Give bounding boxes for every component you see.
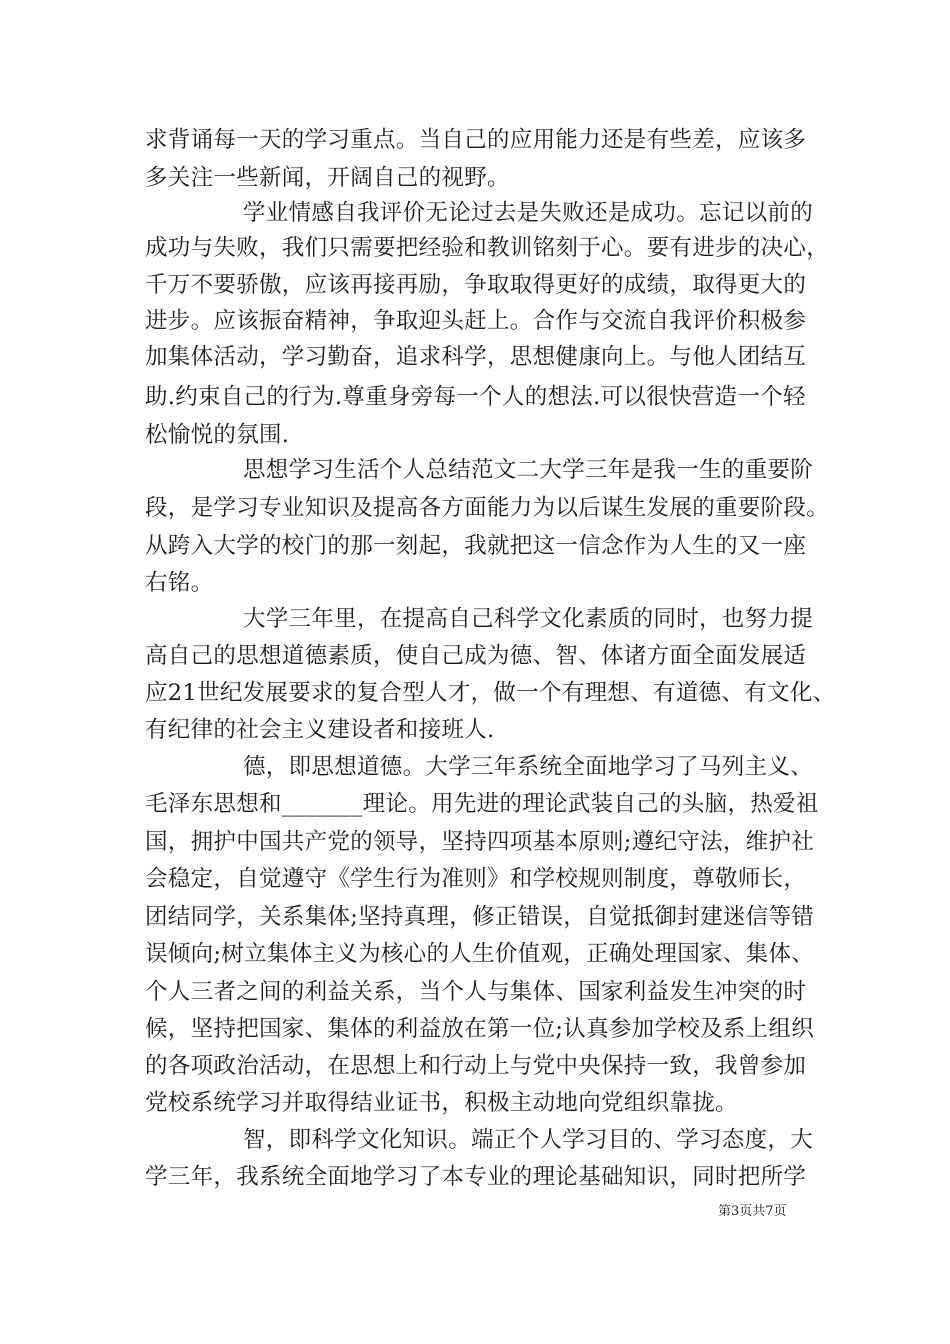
text-line: 个人三者之间的利益关系，当个人与集体、国家利益发生冲突的时 bbox=[145, 979, 807, 1005]
text-line: 候，坚持把国家、集体的利益放在第一位;认真参加学校及系上组织 bbox=[145, 1016, 815, 1042]
text-line: 的各项政治活动，在思想上和行动上与党中央保持一致，我曾参加 bbox=[145, 1053, 807, 1079]
paragraph-start: 大学三年里，在提高自己科学文化素质的同时，也努力提 bbox=[243, 606, 814, 632]
text-line: 高自己的思想道德素质，使自己成为德、智、体诸方面全面发展适 bbox=[145, 643, 807, 669]
text-line: 误倾向;树立集体主义为核心的人生价值观，正确处理国家、集体、 bbox=[145, 941, 815, 967]
text-line: 国，拥护中国共产党的领导，坚持四项基本原则;遵纪守法，维护社 bbox=[145, 829, 815, 855]
paragraph-start: 德，即思想道德。大学三年系统全面地学习了马列主义、 bbox=[243, 754, 814, 780]
page-number-footer: 第3页共7页 bbox=[718, 1204, 787, 1219]
text-line-2: 多关注一些新闻，开阔自己的视野。 bbox=[145, 165, 510, 191]
paragraph-start: 思想学习生活个人总结范文二大学三年是我一生的重要阶 bbox=[243, 457, 814, 483]
text-line: 段，是学习专业知识及提高各方面能力为以后谋生发展的重要阶段。 bbox=[145, 495, 830, 521]
text-line: 助.约束自己的行为.尊重身旁每一个人的想法.可以很快营造一个轻 bbox=[145, 384, 806, 410]
text-line: 右铭。 bbox=[145, 570, 214, 596]
text-line: 加集体活动，学习勤奋，追求科学，思想健康向上。与他人团结互 bbox=[145, 344, 807, 370]
text-line: 从跨入大学的校门的那一刻起，我就把这一信念作为人生的又一座 bbox=[145, 533, 807, 559]
text-line: 有纪律的社会主义建设者和接班人. bbox=[145, 717, 495, 743]
text-line: 应21世纪发展要求的复合型人才，做一个有理想、有道德、有文化、 bbox=[145, 680, 836, 706]
text-line: 学三年，我系统全面地学习了本专业的理论基础知识，同时把所学 bbox=[145, 1164, 807, 1190]
text-line: 进步。应该振奋精神，争取迎头赶上。合作与交流自我评价积极参 bbox=[145, 308, 807, 334]
text-line: 会稳定，自觉遵守《学生行为准则》和学校规则制度，尊敬师长， bbox=[145, 866, 807, 892]
text-line: 党校系统学习并取得结业证书，积极主动地向党组织靠拢。 bbox=[145, 1090, 738, 1116]
paragraph-start: 智，即科学文化知识。端正个人学习目的、学习态度，大 bbox=[243, 1127, 814, 1153]
text-line: 松愉悦的氛围. bbox=[145, 422, 290, 448]
text-line: 团结同学，关系集体;坚持真理，修正错误，自觉抵御封建迷信等错 bbox=[145, 904, 815, 930]
text-line: 千万不要骄傲，应该再接再励，争取取得更好的成绩，取得更大的 bbox=[145, 272, 807, 298]
text-line: 毛泽东思想和_______理论。用先进的理论武装自己的头脑，热爱祖 bbox=[145, 791, 819, 817]
text-line: 成功与失败，我们只需要把经验和教训铭刻于心。要有进步的决心， bbox=[145, 235, 830, 261]
paragraph-start: 学业情感自我评价无论过去是失败还是成功。忘记以前的 bbox=[243, 200, 814, 226]
text-line-1: 求背诵每一天的学习重点。当自己的应用能力还是有些差，应该多 bbox=[145, 127, 807, 153]
